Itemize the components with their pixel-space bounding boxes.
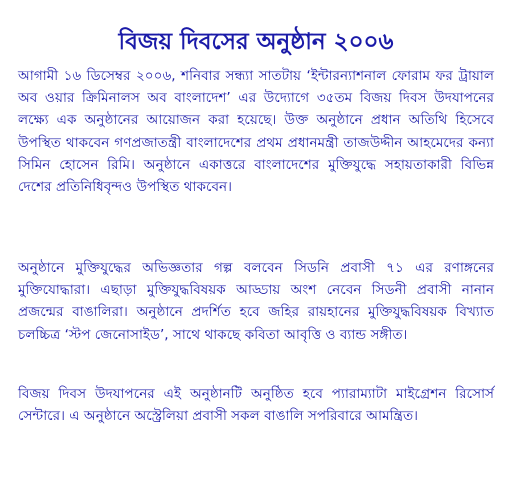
paragraph-program-details: অনুষ্ঠানে মুক্তিযুদ্ধের অভিজ্ঞতার গল্প বলবেন সিডনি প্রবাসী ৭১ এর রণাঙ্গনের মুক্তিযোদ্ধারা। এছাড়া মুক্তিযুদ্ধবিষয়ক আড্ডায় অংশ নেবেন সিডনী প্রবাসী নানান প্রজন্মের বাঙালিরা। অনুষ্ঠানে প্রদর্শিত হবে জহির রায়হানের মুক্তিযুদ্ধবিষয়ক বিখ্যাত চলচ্চিত্র ‘স্টপ জেনোসাইড’, সাথে থাকছে কবিতা আবৃত্তি ও ব্যান্ড সঙ্গীত। (18, 260, 494, 343)
paragraph-event-announcement: আগামী ১৬ ডিসেম্বর ২০০৬, শনিবার সন্ধ্যা সাতটায় ‘ইন্টারন্যাশনাল ফোরাম ফর ট্রায়াল অব ওয়ার ক্রিমিনালস অব বাংলাদেশ’ এর উদ্যোগে ৩৫তম বিজয় দিবস উদযাপনের লক্ষ্যে এক অনুষ্ঠানের আয়োজন করা হয়েছে। উক্ত অনুষ্ঠানে প্রধান অতিথি হিসেবে উপস্থিত থাকবেন গণপ্রজাতন্ত্রী বাংলাদেশের প্রথম প্রধানমন্ত্রী তাজউদ্দীন আহমেদের কন্যা সিমিন হোসেন রিমি। অনুষ্ঠানে একাত্তরে বাংলাদেশের মুক্তিযুদ্ধে সহায়তাকারী বিভিন্ন দেশের প্রতিনিধিবৃন্দও উপস্থিত থাকবেন। (18, 68, 494, 196)
document-title: বিজয় দিবসের অনুষ্ঠান ২০০৬ (118, 28, 394, 56)
paragraph-venue-invitation: বিজয় দিবস উদযাপনের এই অনুষ্ঠানটি অনুষ্ঠিত হবে প্যারাম্যাটা মাইগ্রেশন রিসোর্স সেন্টারে। এ অনুষ্ঠানে অস্ট্রেলিয়া প্রবাসী সকল বাঙালি সপরিবারে আমন্ত্রিত। (18, 386, 494, 425)
